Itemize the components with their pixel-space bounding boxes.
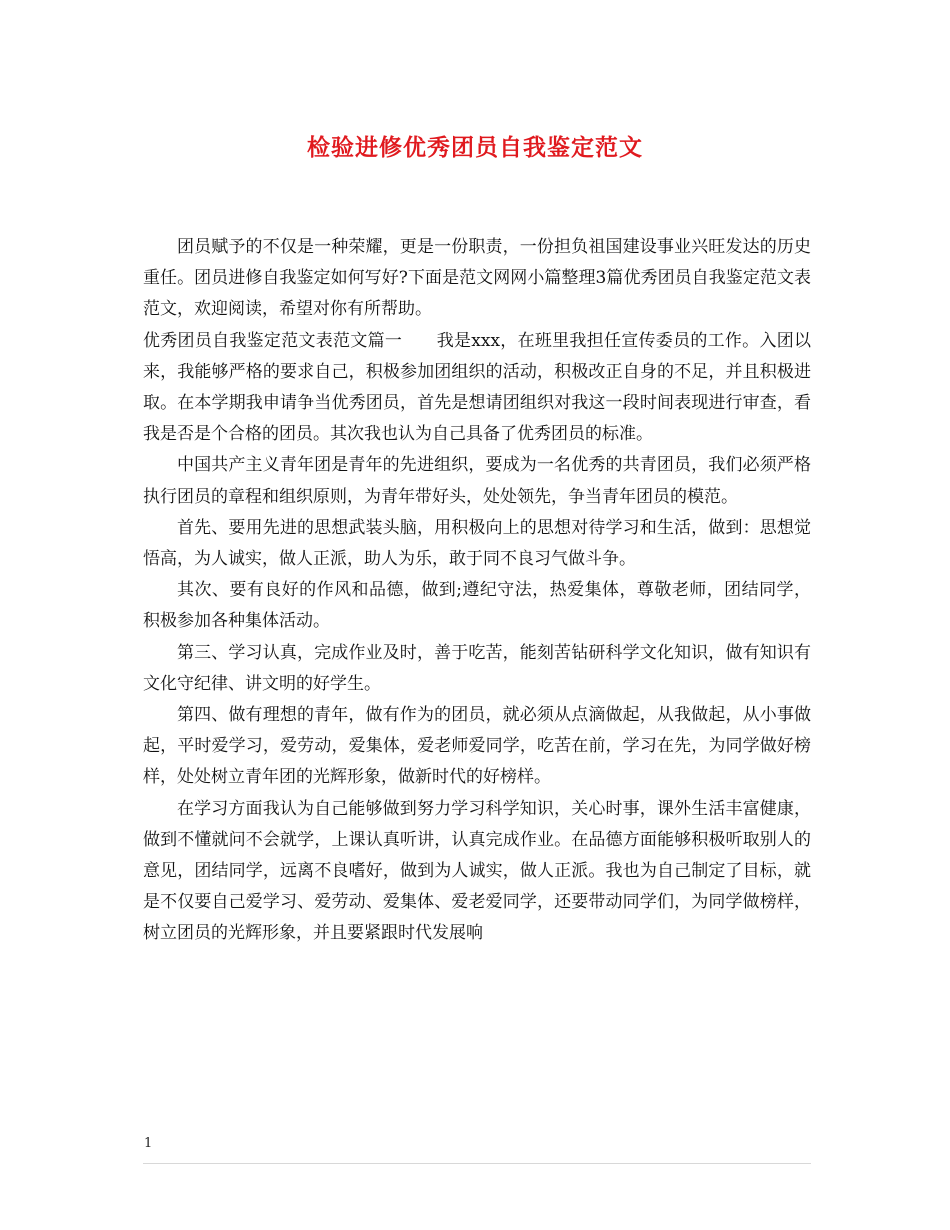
body-paragraph: 第四、做有理想的青年，做有作为的团员，就必须从点滴做起，从我做起，从小事做起，平时爱学习，爱劳动，爱集体，爱老师爱同学，吃苦在前，学习在先，为同学做好榜样，处处树立青年团的光辉形象，做新时代的好榜样。 (143, 705, 811, 788)
body-paragraph: 中国共产主义青年团是青年的先进组织，要成为一名优秀的共青团员，我们必须严格执行团员的章程和组织原则，为青年带好头，处处领先，争当青年团员的模范。 (143, 455, 811, 507)
document-title: 检验进修优秀团员自我鉴定范文 (307, 134, 643, 161)
footer-divider (143, 1163, 811, 1164)
body-paragraph: 其次、要有良好的作风和品德，做到;遵纪守法，热爱集体，尊敬老师，团结同学，积极参加各种集体活动。 (143, 580, 811, 632)
document-body (143, 232, 811, 950)
section-heading: 优秀团员自我鉴定范文表范文篇一 (143, 330, 403, 351)
body-paragraph: 首先、要用先进的思想武装头脑，用积极向上的思想对待学习和生活，做到：思想觉悟高，为人诚实，做人正派，助人为乐，敢于同不良习气做斗争。 (143, 517, 811, 570)
intro-paragraph: 团员赋予的不仅是一种荣耀，更是一份职责，一份担负祖国建设事业兴旺发达的历史重任。团员进修自我鉴定如何写好?下面是范文网网小篇整理3篇优秀团员自我鉴定范文表范文，欢迎阅读，希望对你有所帮助。 (143, 237, 811, 320)
section-spacer (402, 331, 437, 351)
body-paragraph: 在学习方面我认为自己能够做到努力学习科学知识，关心时事，课外生活丰富健康，做到不懂就问不会就学，上课认真听讲，认真完成作业。在品德方面能够积极听取别人的意见，团结同学，远离不良嗜好，做到为人诚实，做人正派。我也为自己制定了目标，就是不仅要自己爱学习、爱劳动、爱集体、爱老爱同学，还要带动同学们，为同学做榜样，树立团员的光辉形象，并且要紧跟时代发展响 (143, 798, 811, 944)
page-number: 1 (144, 1136, 153, 1151)
section-first-paragraph (143, 326, 811, 451)
body-paragraph: 第三、学习认真，完成作业及时，善于吃苦，能刻苦钻研科学文化知识，做有知识有文化守纪律、讲文明的好学生。 (143, 642, 811, 694)
section-first-text: 我是xxx，在班里我担任宣传委员的工作。入团以来，我能够严格的要求自己，积极参加团组织的活动，积极改正自身的不足，并且积极进取。在本学期我申请争当优秀团员，首先是想请团组织对我这一段时间表现进行审查，看我是否是个合格的团员。其次我也认为自己具备了优秀团员的标准。 (143, 330, 812, 445)
